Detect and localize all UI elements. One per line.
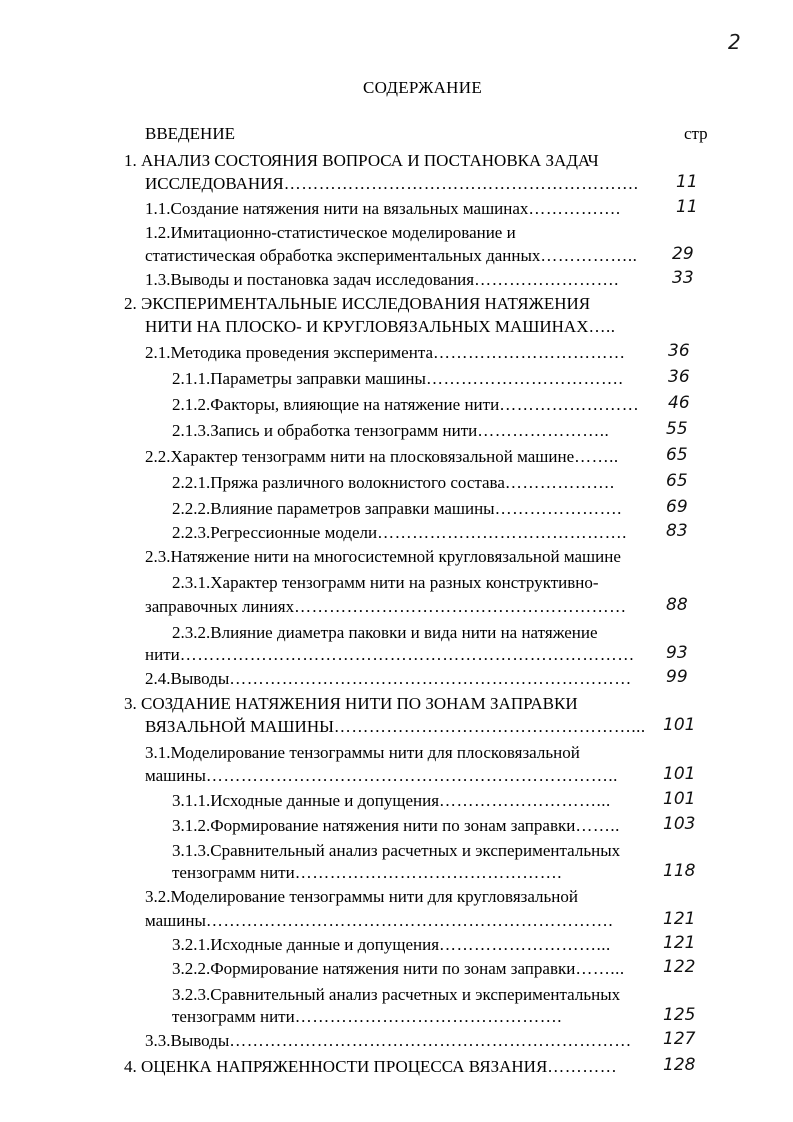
- toc-entry-line: [172, 790, 611, 811]
- toc-leader-dots: ………………….: [494, 499, 622, 518]
- toc-entry-text: 4. ОЦЕНКА НАПРЯЖЕННОСТИ ПРОЦЕССА ВЯЗАНИЯ: [124, 1057, 548, 1076]
- toc-entry-line: [145, 222, 516, 243]
- toc-page-number: 88: [666, 595, 688, 615]
- toc-entry-text: статистическая обработка экспериментальных данных: [145, 246, 541, 265]
- toc-page-number: 11: [676, 197, 698, 217]
- toc-page-number: 33: [672, 268, 694, 288]
- toc-entry-line: [172, 498, 622, 519]
- toc-entry-text: 3.1.Моделирование тензограммы нити для плосковязальной: [145, 743, 580, 762]
- toc-entry-text: 2.3.1.Характер тензограмм нити на разных конструктивно-: [172, 573, 599, 592]
- toc-entry-line: [172, 958, 625, 979]
- toc-entry-text: 3.2.3.Сравнительный анализ расчетных и экспериментальных: [172, 985, 621, 1004]
- toc-page-number: 101: [663, 764, 696, 784]
- toc-entry-line: [172, 1006, 562, 1027]
- toc-entry-text: машины: [145, 911, 206, 930]
- toc-page-number: 11: [676, 172, 698, 192]
- toc-page-number: 127: [663, 1029, 696, 1049]
- toc-leader-dots: ……………………: [499, 395, 640, 414]
- toc-leader-dots: ……………………………………………………………………: [179, 645, 635, 664]
- toc-page-number: 103: [663, 814, 696, 834]
- toc-entry-text: 2.1.Методика проведения эксперимента: [145, 343, 434, 362]
- toc-entry-line: [172, 934, 611, 955]
- page-column-label: стр: [684, 124, 708, 143]
- toc-page-number: 118: [663, 861, 696, 881]
- toc-leader-dots: ……………………………………….: [294, 863, 562, 882]
- toc-entry-line: [172, 420, 609, 441]
- toc-page-number: 65: [666, 471, 688, 491]
- toc-entry-line: [172, 572, 599, 593]
- toc-page-number: 121: [663, 933, 696, 953]
- toc-entry-line: [145, 198, 621, 219]
- toc-entry-line: [124, 293, 590, 314]
- toc-leader-dots: ……………………………………………...: [333, 717, 646, 736]
- toc-leader-dots: …………………………………………………: [294, 597, 627, 616]
- toc-entry-text: 3.1.2.Формирование натяжения нити по зонам заправки: [172, 816, 576, 835]
- toc-page-number: 122: [663, 957, 696, 977]
- toc-entry-line: [145, 742, 580, 763]
- toc-leader-dots: …………………………….: [425, 369, 624, 388]
- toc-leader-dots: ……………………………………………………………: [229, 1031, 632, 1050]
- toc-entry-text: 2.1.1.Параметры заправки машины: [172, 369, 426, 388]
- toc-page-number: 101: [663, 715, 696, 735]
- toc-page-number: 36: [668, 341, 690, 361]
- toc-entry-text: 3.2.1.Исходные данные и допущения: [172, 935, 440, 954]
- toc-entry-text: 1.3.Выводы и постановка задач исследования: [145, 270, 475, 289]
- toc-leader-dots: ……………….: [504, 473, 615, 492]
- toc-entry-text: 3.3.Выводы: [145, 1031, 230, 1050]
- toc-entry-line: [145, 765, 618, 786]
- toc-entry-line: [124, 693, 578, 714]
- toc-page-number: 46: [668, 393, 690, 413]
- toc-entry-text: 2.1.2.Факторы, влияющие на натяжение нити: [172, 395, 500, 414]
- toc-entry-text: 3.1.3.Сравнительный анализ расчетных и экспериментальных: [172, 841, 621, 860]
- toc-entry-line: [145, 546, 621, 567]
- toc-page-number: 99: [666, 667, 688, 687]
- toc-page-number: 101: [663, 789, 696, 809]
- toc-entry-line: [172, 840, 620, 861]
- toc-leader-dots: ………………………...: [439, 791, 611, 810]
- toc-entry-line: [145, 269, 619, 290]
- toc-entry-text: 1. АНАЛИЗ СОСТОЯНИЯ ВОПРОСА И ПОСТАНОВКА ЗАДАЧ: [124, 151, 599, 170]
- toc-entry-text: 3.1.1.Исходные данные и допущения: [172, 791, 440, 810]
- toc-page-number: 128: [663, 1055, 696, 1075]
- toc-page-number: 121: [663, 909, 696, 929]
- toc-leader-dots: …………….: [528, 199, 621, 218]
- toc-intro: ВВЕДЕНИЕ: [145, 124, 235, 143]
- toc-entry-line: [145, 245, 637, 266]
- toc-entry-line: [145, 446, 619, 467]
- toc-entry-text: тензограмм нити: [172, 863, 295, 882]
- toc-entry-text: НИТИ НА ПЛОСКО- И КРУГЛОВЯЗАЛЬНЫХ МАШИНАХ: [145, 317, 589, 336]
- toc-entry-text: 1.2.Имитационно-статистическое моделирование и: [145, 223, 516, 242]
- toc-entry-text: тензограмм нити: [172, 1007, 295, 1026]
- toc-entry-text: 2.3.2.Влияние диаметра паковки и вида нити на натяжение: [172, 623, 598, 642]
- toc-entry-text: машины: [145, 766, 206, 785]
- toc-entry-line: [124, 1056, 617, 1077]
- toc-entry-text: 2.2.1.Пряжа различного волокнистого состава: [172, 473, 505, 492]
- toc-leader-dots: ……..: [574, 447, 619, 466]
- toc-entry-line: [145, 910, 613, 931]
- toc-page-number: 93: [666, 643, 688, 663]
- toc-entry-line: [172, 815, 620, 836]
- toc-entry-line: [172, 394, 639, 415]
- toc-entry-line: [172, 472, 615, 493]
- page-title: СОДЕРЖАНИЕ: [362, 78, 483, 97]
- toc-entry-text: заправочных линиях: [145, 597, 295, 616]
- toc-page-number: 29: [672, 244, 694, 264]
- toc-entry-text: нити: [145, 645, 180, 664]
- toc-entry-text: 2.2.3.Регрессионные модели: [172, 523, 378, 542]
- toc-leader-dots: …………………….: [474, 270, 619, 289]
- toc-page-number: 65: [666, 445, 688, 465]
- toc-entry-line: [145, 596, 627, 617]
- toc-entry-line: [172, 368, 623, 389]
- toc-entry-text: 2.2.Характер тензограмм нити на плосковязальной машине: [145, 447, 575, 466]
- toc-entry-line: [145, 1030, 632, 1051]
- toc-leader-dots: …..: [588, 317, 616, 336]
- toc-entry-line: [172, 984, 620, 1005]
- toc-entry-line: [145, 316, 616, 337]
- toc-entry-line: [124, 150, 599, 171]
- toc-entry-text: 2.3.Натяжение нити на многосистемной кругловязальной машине: [145, 547, 621, 566]
- toc-entry-line: [172, 862, 562, 883]
- toc-leader-dots: ……………..: [540, 246, 638, 265]
- toc-entry-text: 1.1.Создание натяжения нити на вязальных машинах: [145, 199, 529, 218]
- toc-entry-text: 3.2.Моделирование тензограммы нити для кругловязальной: [145, 887, 578, 906]
- toc-page-number: 55: [666, 419, 688, 439]
- toc-entry-line: [145, 173, 639, 194]
- toc-entry-text: 2.1.3.Запись и обработка тензограмм нити: [172, 421, 478, 440]
- toc-entry-text: ИССЛЕДОВАНИЯ: [145, 174, 284, 193]
- toc-page-number: 36: [668, 367, 690, 387]
- toc-entry-text: ВЯЗАЛЬНОЙ МАШИНЫ: [145, 717, 334, 736]
- toc-leader-dots: …………………………………….: [377, 523, 627, 542]
- toc-leader-dots: ……………………………………………………………..: [205, 766, 618, 785]
- toc-entry-text: 2.2.2.Влияние параметров заправки машины: [172, 499, 495, 518]
- toc-page-number: 83: [666, 521, 688, 541]
- toc-leader-dots: …………………..: [477, 421, 610, 440]
- page-number: 2: [728, 30, 741, 54]
- toc-leader-dots: …………………………………………………………….: [205, 911, 614, 930]
- toc-page-number: 125: [663, 1005, 696, 1025]
- toc-entry-text: 3.2.2.Формирование натяжения нити по зонам заправки: [172, 959, 576, 978]
- toc-entry-text: 2.4.Выводы: [145, 669, 230, 688]
- toc-page-number: 69: [666, 497, 688, 517]
- toc-leader-dots: ……………………………………….: [294, 1007, 562, 1026]
- toc-leader-dots: …………: [547, 1057, 618, 1076]
- toc-leader-dots: ……..: [575, 816, 620, 835]
- toc-leader-dots: ……………………………: [433, 343, 626, 362]
- toc-entry-line: [145, 644, 635, 665]
- toc-leader-dots: ………………………...: [439, 935, 611, 954]
- toc-entry-line: [145, 668, 632, 689]
- toc-entry-text: 3. СОЗДАНИЕ НАТЯЖЕНИЯ НИТИ ПО ЗОНАМ ЗАПРАВКИ: [124, 694, 578, 713]
- toc-entry-line: [172, 522, 627, 543]
- toc-leader-dots: ……...: [575, 959, 625, 978]
- toc-entry-line: [145, 342, 626, 363]
- toc-entry-line: [145, 716, 646, 737]
- toc-leader-dots: ……………………………………………………………: [229, 669, 632, 688]
- toc-leader-dots: …………………………………………………….: [283, 174, 639, 193]
- toc-entry-line: [145, 886, 578, 907]
- toc-entry-text: 2. ЭКСПЕРИМЕНТАЛЬНЫЕ ИССЛЕДОВАНИЯ НАТЯЖЕНИЯ: [124, 294, 591, 313]
- toc-entry-line: [172, 622, 598, 643]
